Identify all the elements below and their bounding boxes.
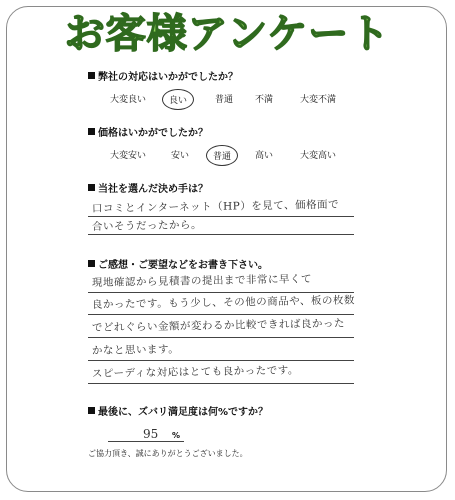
q1-option-3[interactable]: 普通	[214, 95, 234, 105]
q2-option-5[interactable]: 大変高い	[299, 151, 337, 161]
bullet-square-icon	[88, 72, 95, 79]
answer-rule	[88, 216, 354, 217]
question-5-label: 最後に、ズバリ満足度は何%ですか？	[98, 407, 269, 418]
question-3-answer-line-2: 合いそうだったから。	[91, 219, 203, 233]
q1-option-1[interactable]: 大変良い	[109, 95, 147, 105]
question-4-label: ご感想・ご要望などをお書き下さい。	[98, 260, 268, 271]
q2-option-2[interactable]: 安い	[170, 151, 190, 161]
question-4	[88, 256, 268, 271]
bullet-square-icon	[88, 407, 95, 414]
satisfaction-value: 95	[143, 427, 159, 441]
answer-rule	[88, 234, 354, 235]
survey-title: お客様アンケート	[64, 11, 391, 57]
question-1	[88, 68, 238, 83]
thank-you-footer: ご協力頂き、誠にありがとうございました。	[88, 449, 248, 458]
bullet-square-icon	[88, 260, 95, 267]
q2-option-1[interactable]: 大変安い	[109, 151, 147, 161]
answer-rule	[88, 314, 354, 315]
q2-option-3-selected[interactable]: 普通	[206, 145, 238, 166]
question-4-answer-line-2: 良かったです。もう少し、その他の商品や、板の枚数	[91, 294, 356, 311]
q1-option-4[interactable]: 不満	[254, 95, 274, 105]
bullet-square-icon	[88, 184, 95, 191]
answer-rule	[88, 383, 354, 384]
question-1-label: 弊社の対応はいかがでしたか？	[98, 72, 238, 83]
question-4-answer-line-4: かなと思います。	[91, 343, 180, 357]
answer-rule	[88, 360, 354, 361]
question-4-answer-line-5: スピーディな対応はとても良かったです。	[91, 364, 299, 380]
q1-option-2-selected[interactable]: 良い	[162, 89, 194, 110]
q1-option-5[interactable]: 大変不満	[299, 95, 337, 105]
question-3-answer-line-1: 口コミとインターネット（HP）を見て、価格面で	[91, 198, 340, 215]
question-2-label: 価格はいかがでしたか？	[98, 128, 208, 139]
question-5	[88, 403, 268, 418]
question-3-label: 当社を選んだ決め手は？	[98, 184, 208, 195]
question-1-options	[0, 89, 455, 109]
question-3	[88, 180, 208, 195]
satisfaction-underline	[108, 441, 184, 442]
question-2	[88, 124, 208, 139]
question-4-answer-line-1: 現地確認から見積書の提出まで非常に早くて	[91, 273, 313, 289]
answer-rule	[88, 337, 354, 338]
question-2-options	[0, 145, 455, 165]
percent-unit: %	[172, 431, 181, 440]
bullet-square-icon	[88, 128, 95, 135]
question-4-answer-line-3: でどれぐらい金額が変わるか比較できれば良かった	[91, 317, 346, 334]
q2-option-4[interactable]: 高い	[254, 151, 274, 161]
